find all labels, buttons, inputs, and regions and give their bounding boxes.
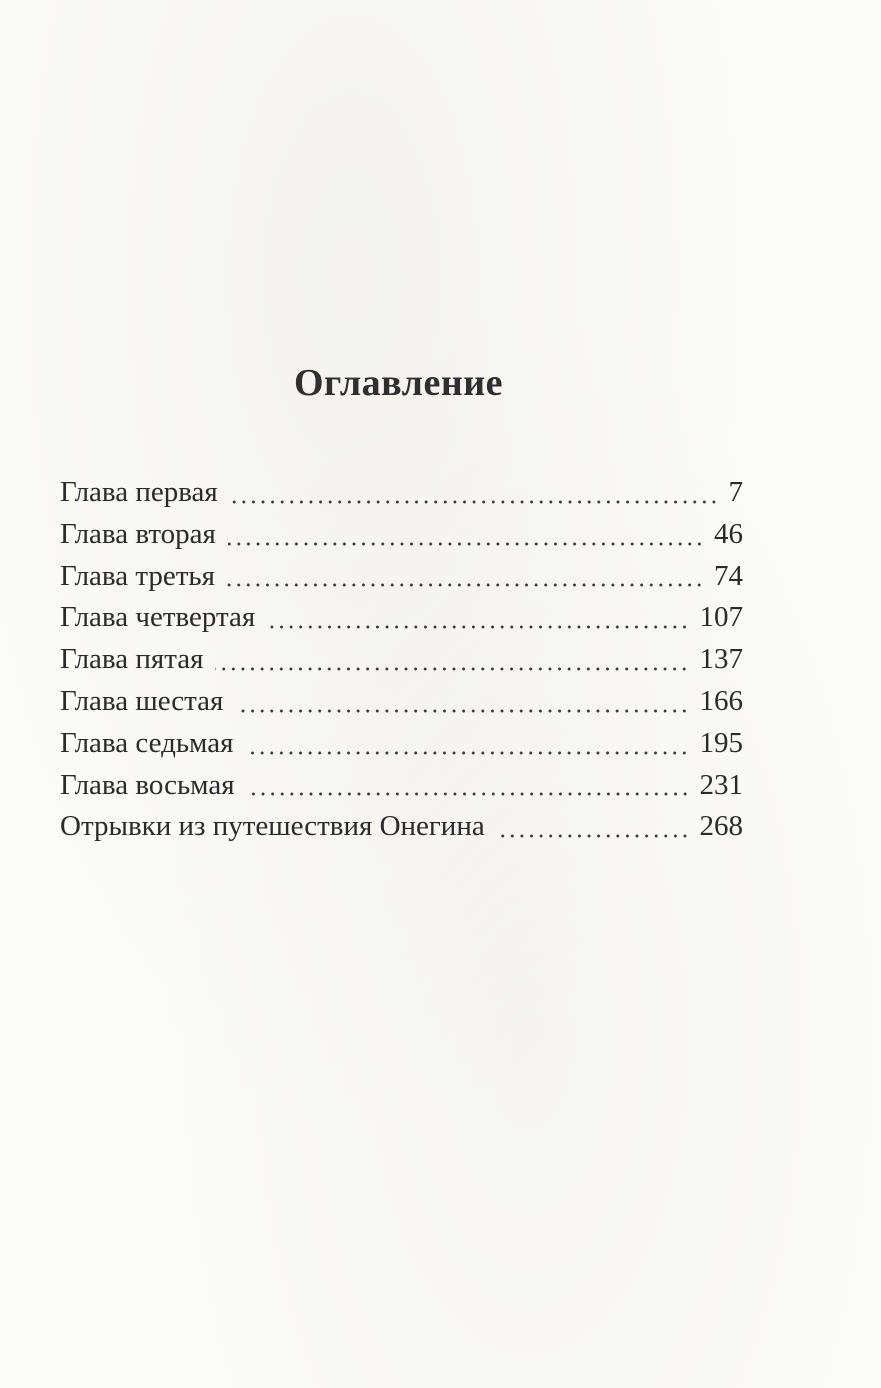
dot-leader — [235, 709, 689, 713]
toc-entry — [60, 639, 743, 681]
toc-entry-page: 137 — [699, 643, 743, 676]
toc-entry — [60, 597, 743, 639]
toc-entry-label: Глава шестая — [60, 684, 224, 717]
toc-entry-label: Глава пятая — [60, 643, 204, 676]
dot-leader — [227, 583, 704, 587]
toc-entry-label: Глава третья — [60, 559, 215, 592]
toc-entry — [60, 514, 743, 556]
toc-entry-label: Глава вторая — [60, 517, 216, 550]
toc-entry-page: 195 — [699, 726, 743, 759]
dot-leader — [215, 667, 689, 671]
toc-entry-page: 231 — [699, 768, 743, 801]
toc-entry-page: 46 — [714, 517, 743, 550]
dot-leader — [247, 792, 690, 796]
toc-entry — [60, 765, 743, 807]
toc-entry — [60, 556, 743, 598]
dot-leader — [245, 751, 689, 755]
table-of-contents — [60, 472, 743, 848]
toc-entry — [60, 806, 743, 848]
toc-entry-label: Глава первая — [60, 476, 218, 508]
dot-leader — [230, 500, 719, 504]
dot-leader — [228, 542, 704, 546]
toc-entry-page: 268 — [699, 810, 743, 843]
dot-leader — [497, 834, 690, 838]
toc-entry-page: 7 — [728, 476, 743, 508]
toc-entry-page: 74 — [714, 559, 743, 592]
toc-entry-label: Глава седьмая — [60, 726, 234, 759]
toc-entry — [60, 723, 743, 765]
toc-entry-label: Глава восьмая — [60, 768, 235, 801]
toc-entry — [60, 681, 743, 723]
toc-entry-label: Отрывки из путешествия Онегина — [60, 810, 485, 843]
toc-entry-label: Глава четвертая — [60, 601, 256, 634]
toc-entry-page: 166 — [699, 684, 743, 717]
page-title: Оглавление — [293, 362, 504, 405]
dot-leader — [267, 625, 689, 629]
toc-entry-page: 107 — [699, 601, 743, 634]
toc-entry — [60, 472, 743, 514]
